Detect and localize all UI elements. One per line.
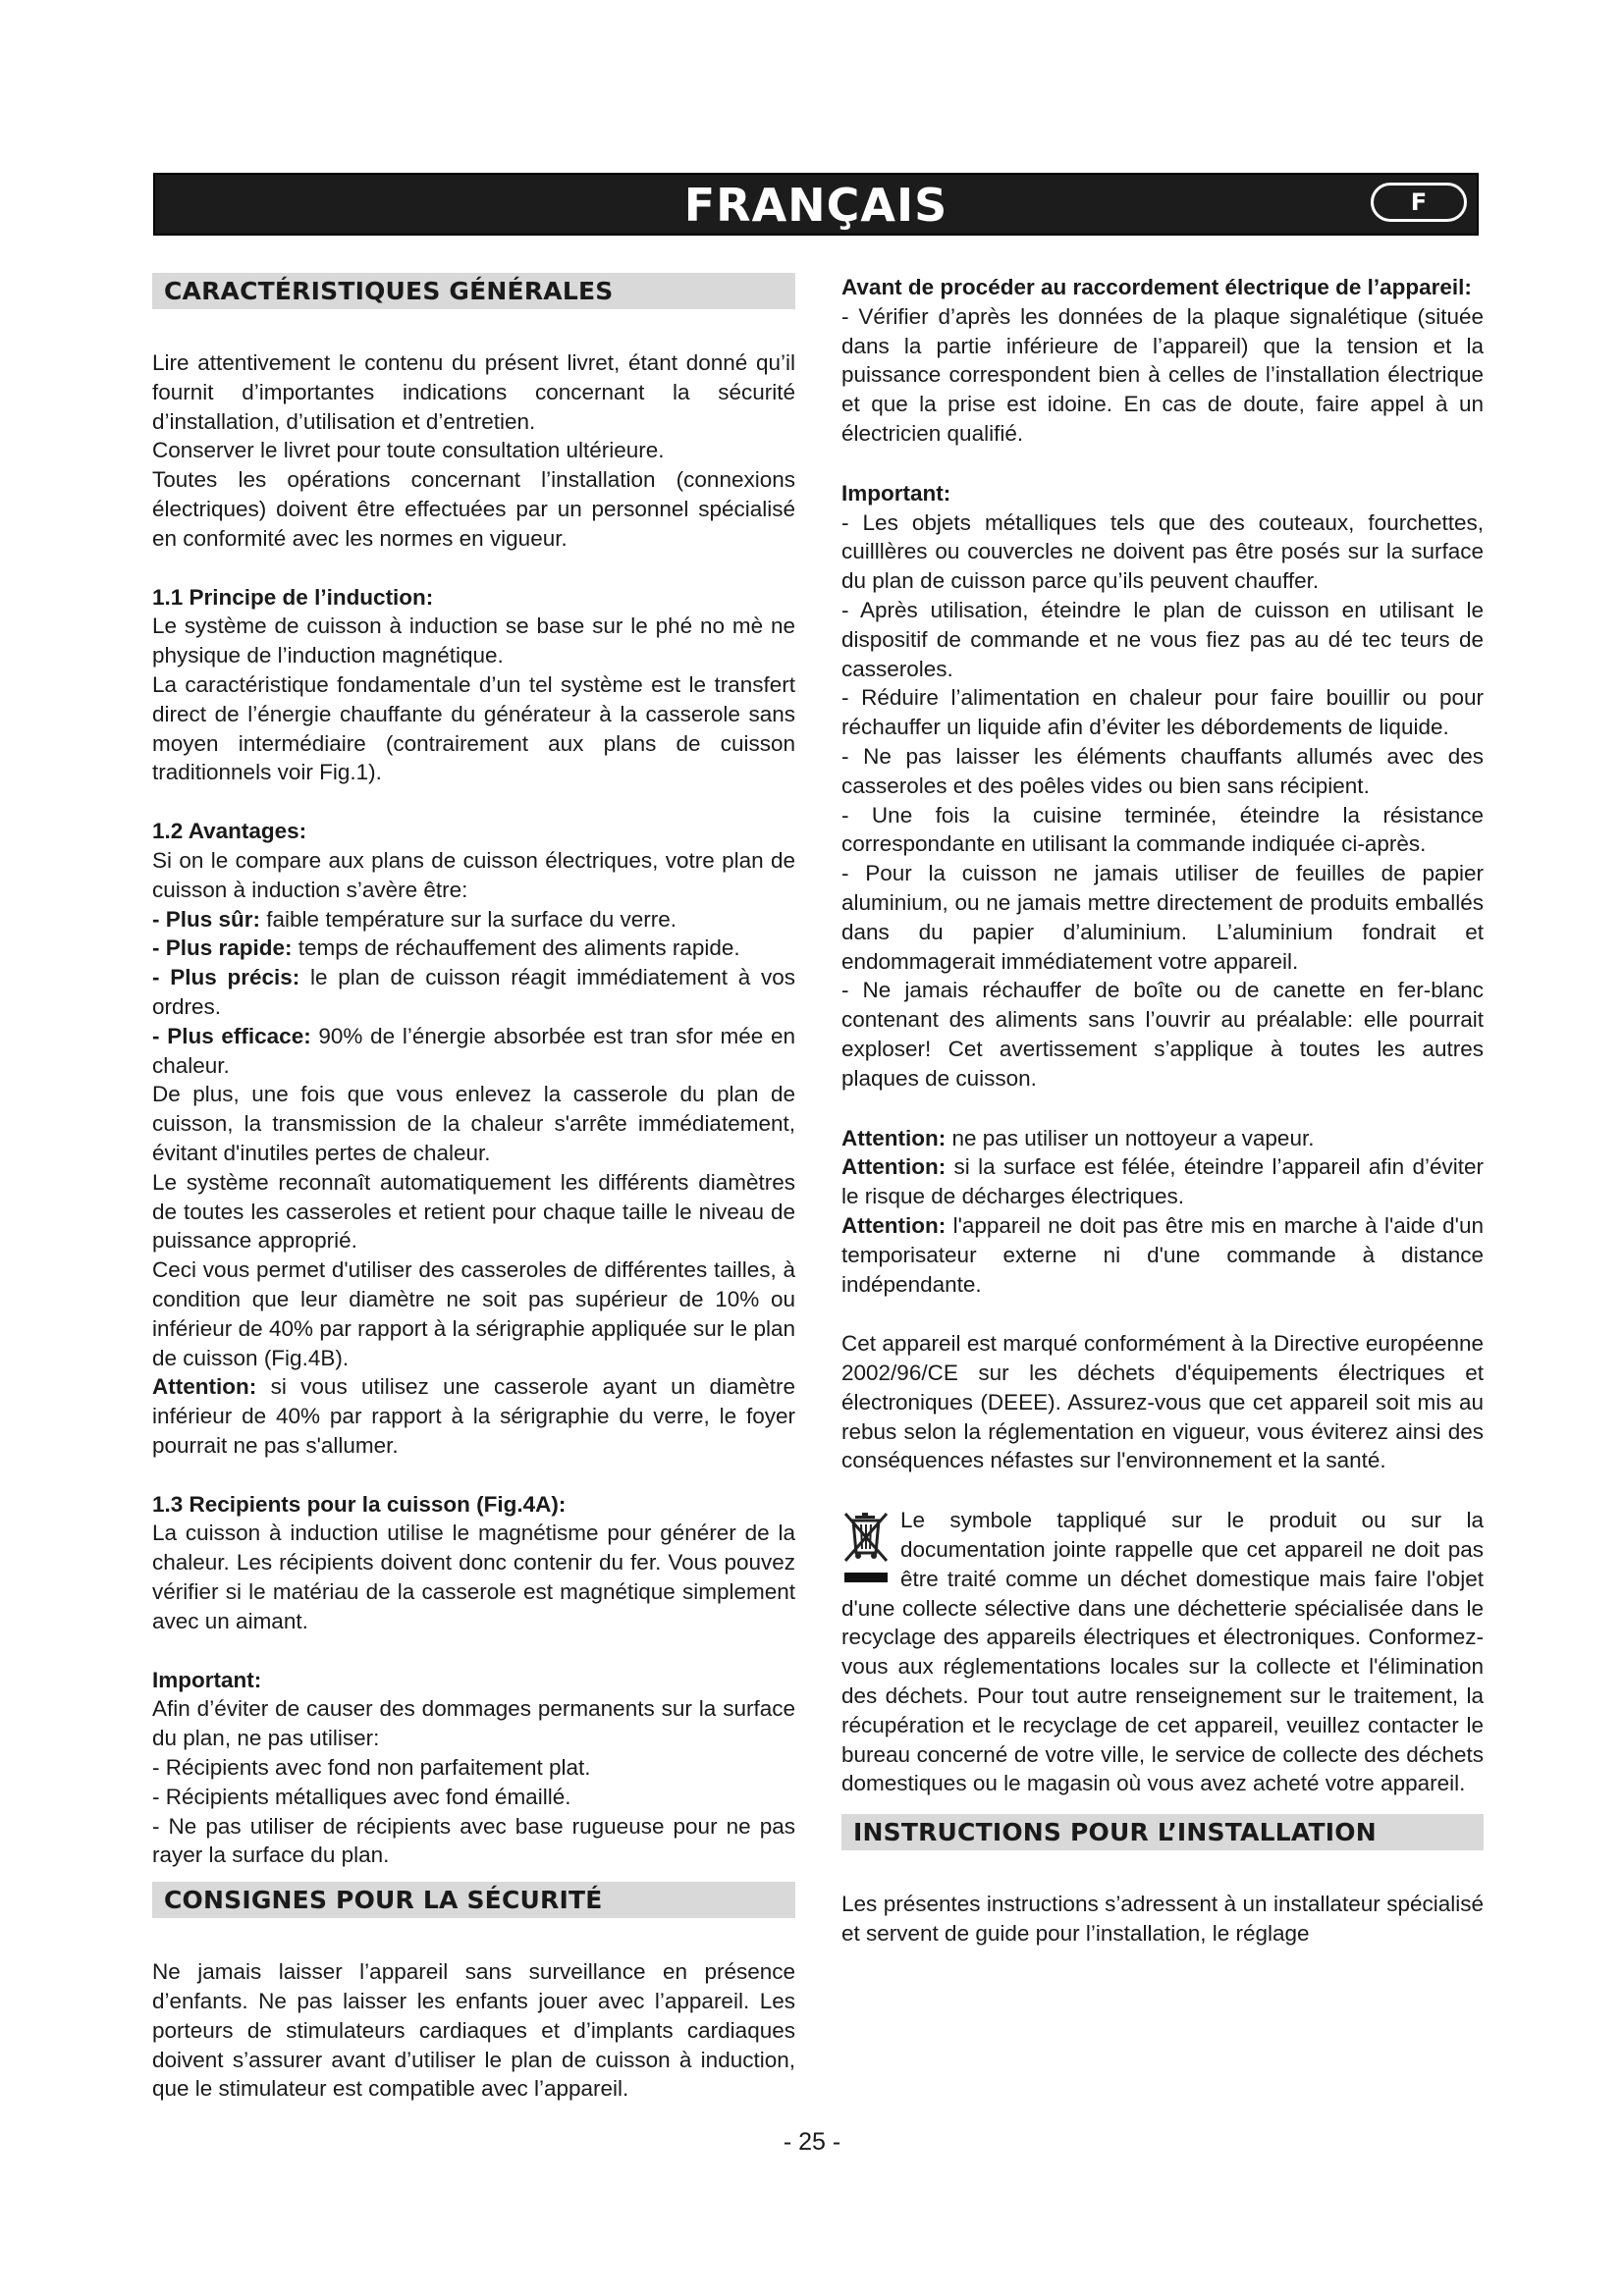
attention-label: Attention: [841,1125,947,1150]
important-item: - Récipients métalliques avec fond émaillé. [152,1784,571,1809]
important-item: - Après utilisation, éteindre le plan de cuisson en utilisant le dispositif de commande et ne vous fiez pas au dé tec teurs de casseroles. [841,597,1484,681]
subsection-title-recipients: 1.3 Recipients pour la cuisson (Fig.4A): [152,1491,567,1517]
advantage-item [152,934,795,963]
important-title: Important: [152,1667,262,1692]
attention-steam-cleaner [841,1124,1484,1153]
advantage-text: faible température sur la surface du verre. [260,906,677,932]
attention-text: ne pas utiliser un nottoyeur a vapeur. [946,1125,1315,1150]
important-title: Important: [841,480,951,506]
advantage-text: le plan de cuisson réagit immédiatement à vos ordres. [152,965,796,1019]
advantages-intro: Si on le compare aux plans de cuisson électriques, votre plan de cuisson à induction s’avère être: [152,847,795,902]
advantage-label: - Plus sûr: [152,906,261,932]
advantages-attention [152,1372,795,1460]
section-title-safety: CONSIGNES POUR LA SÉCURITÉ [152,1882,795,1918]
attention-label: Attention: [841,1212,947,1238]
advantage-label: - Plus précis: [152,965,300,990]
attention-timer [841,1211,1484,1299]
important-item: - Les objets métalliques tels que des couteaux, fourchettes, cuilllères ou couvercles ne doivent pas être posés sur la surface du plan de cuisson parce qu’ils peuvent chauffer. [841,509,1484,594]
subsection-title-advantages: 1.2 Avantages: [152,819,307,844]
attention-cracked-surface [841,1152,1484,1211]
advantages-paragraph-3: Le système reconnaît automatiquement les différents diamètres de toutes les casseroles et retient pour chaque taille le niveau de puissance approprié. [152,1169,795,1254]
advantage-item [152,1022,795,1081]
language-badge: F [1371,183,1467,222]
intro-paragraph-2: Conserver le livret pour toute consultation ultérieure. [152,438,665,463]
weee-block [841,1506,1484,1798]
attention-text: l'appareil ne doit pas être mis en marche à l'aide d'un temporisateur externe ni d'une commande à distance indépendante. [841,1212,1484,1297]
advantage-text: 90% de l’énergie absorbée est tran sfor mée en chaleur. [152,1023,795,1078]
attention-label: Attention: [841,1154,947,1180]
induction-paragraph-1: Le système de cuisson à induction se base sur le phé no mè ne physique de l’induction magnétique. [152,614,795,668]
safety-paragraph: Ne jamais laisser l’appareil sans surveillance en présence d’enfants. Ne pas laisser les enfants jouer avec l’appareil. Les porteurs de stimulateurs cardiaques et d’implants cardiaques doivent s’assurer avant d’utiliser le plan de cuisson à induction, que le stimulateur est compatible avec l’appareil. [152,1959,795,2102]
right-column [841,273,1484,1949]
section-title-installation: INSTRUCTIONS POUR L’INSTALLATION [841,1814,1484,1850]
recipients-paragraph: La cuisson à induction utilise le magnétisme pour générer de la chaleur. Les récipients doivent donc contenir du fer. Vous pouvez vérifier si le matériau de la casserole est magnétique simplement avec un aimant. [152,1521,795,1633]
important-item: - Ne pas laisser les éléments chauffants allumés avec des casseroles et des poêles vides ou bien sans récipient. [841,743,1484,798]
language-banner [153,173,1479,236]
subsection-title-induction: 1.1 Principe de l’induction: [152,584,434,610]
advantage-item [152,905,795,934]
attention-label: Attention: [152,1374,257,1400]
important-paragraph: Afin d’éviter de causer des dommages permanents sur la surface du plan, ne pas utiliser: [152,1696,795,1751]
advantage-item [152,963,795,1022]
important-item: - Pour la cuisson ne jamais utiliser de feuilles de papier aluminium, ou ne jamais mettre directement de produits emballés dans du papier d’aluminium. L’aluminium fondrait et endommagerait immédiatement votre appareil. [841,861,1484,974]
electrical-connection-paragraph: - Vérifier d’après les données de la plaque signalétique (située dans la partie inférieure de l’appareil) que la tension et la puissance correspondent bien à celles de l’installation électrique et que la prise est idoine. En cas de doute, faire appel à un électricien qualifié. [841,303,1484,446]
advantages-paragraph-2: De plus, une fois que vous enlevez la casserole du plan de cuisson, la transmission de la chaleur s'arrête immédiatement, évitant d'inutiles pertes de chaleur. [152,1082,795,1165]
advantages-paragraph-4: Ceci vous permet d'utiliser des casseroles de différentes tailles, à condition que leur diamètre ne soit pas supérieur de 10% ou inférieur de 40% par rapport à la sérigraphie appliquée sur le plan de cuisson (Fig.4B). [152,1257,795,1370]
advantage-label: - Plus rapide: [152,935,293,961]
section-title-general: CARACTÉRISTIQUES GÉNÉRALES [152,273,795,309]
intro-paragraph-1: Lire attentivement le contenu du présent livret, étant donné qu’il fournit d’importantes indications concernant la sécurité d’installation, d’utilisation et d’entretien. [152,350,795,434]
important-item: - Une fois la cuisine terminée, éteindre la résistance correspondante en utilisant la commande indiquée ci-après. [841,802,1484,857]
induction-paragraph-2: La caractéristique fondamentale d’un tel système est le transfert direct de l’énergie chauffante du générateur à la casserole sans moyen intermédiaire (contrairement aux plans de cuisson traditionnels voir Fig.1). [152,671,795,785]
crossed-out-bin-icon [841,1510,891,1586]
weee-paragraph: Le symbole tappliqué sur le produit ou sur la documentation jointe rappelle que cet appareil ne doit pas être traité comme un déchet domestique mais faire l'objet d'une collecte sélective dans une déchetterie spécialisée dans le recyclage des appareils électriques et électroniques. Conformez-vous aux réglementations locales sur la collecte et l'élimination des déchets. Pour tout autre renseignement sur le traitement, la récupération et le recyclage de cet appareil, veuillez contacter le bureau concerné de votre ville, le service de collecte des déchets domestiques ou le magasin où vous avez acheté votre appareil. [841,1508,1484,1796]
left-column [152,273,795,2104]
advantage-text: temps de réchauffement des aliments rapide. [292,935,740,961]
important-item: - Récipients avec fond non parfaitement plat. [152,1755,591,1781]
attention-text: si la surface est félée, éteindre l’appareil afin d’éviter le risque de décharges électriques. [841,1154,1484,1209]
advantage-label: - Plus efficace: [152,1023,311,1048]
page-number: - 25 - [783,2128,841,2156]
electrical-connection-title: Avant de procéder au raccordement électrique de l’appareil: [841,275,1472,299]
intro-paragraph-3: Toutes les opérations concernant l’installation (connexions électriques) doivent être effectuées par un personnel spécialisé en conformité avec les normes en vigueur. [152,467,795,551]
installation-paragraph: Les présentes instructions s’adressent à un installateur spécialisé et servent de guide pour l’installation, le réglage [841,1892,1484,1947]
important-item: - Ne pas utiliser de récipients avec base rugueuse pour ne pas rayer la surface du plan. [152,1813,795,1868]
banner-title: FRANÇAIS [683,179,948,232]
attention-text: si vous utilisez une casserole ayant un diamètre inférieur de 40% par rapport à la sérigraphie du verre, le foyer pourrait ne pas s'allumer. [152,1374,795,1458]
important-item: - Ne jamais réchauffer de boîte ou de canette en fer-blanc contenant des aliments sans l’ouvrir au préalable: elle pourrait exploser! Cet avertissement s’applique à toutes les autres plaques de cuisson. [841,978,1484,1091]
important-item: - Réduire l’alimentation en chaleur pour faire bouillir ou pour réchauffer un liquide afin d’éviter les débordements de liquide. [841,685,1484,740]
deee-paragraph: Cet appareil est marqué conformément à la Directive européenne 2002/96/CE sur les déchets d'équipements électriques et électroniques (DEEE). Assurez-vous que cet appareil soit mis au rebus selon la réglementation en vigueur, vous éviterez ainsi des conséquences néfastes sur l'environnement et la santé. [841,1331,1484,1473]
